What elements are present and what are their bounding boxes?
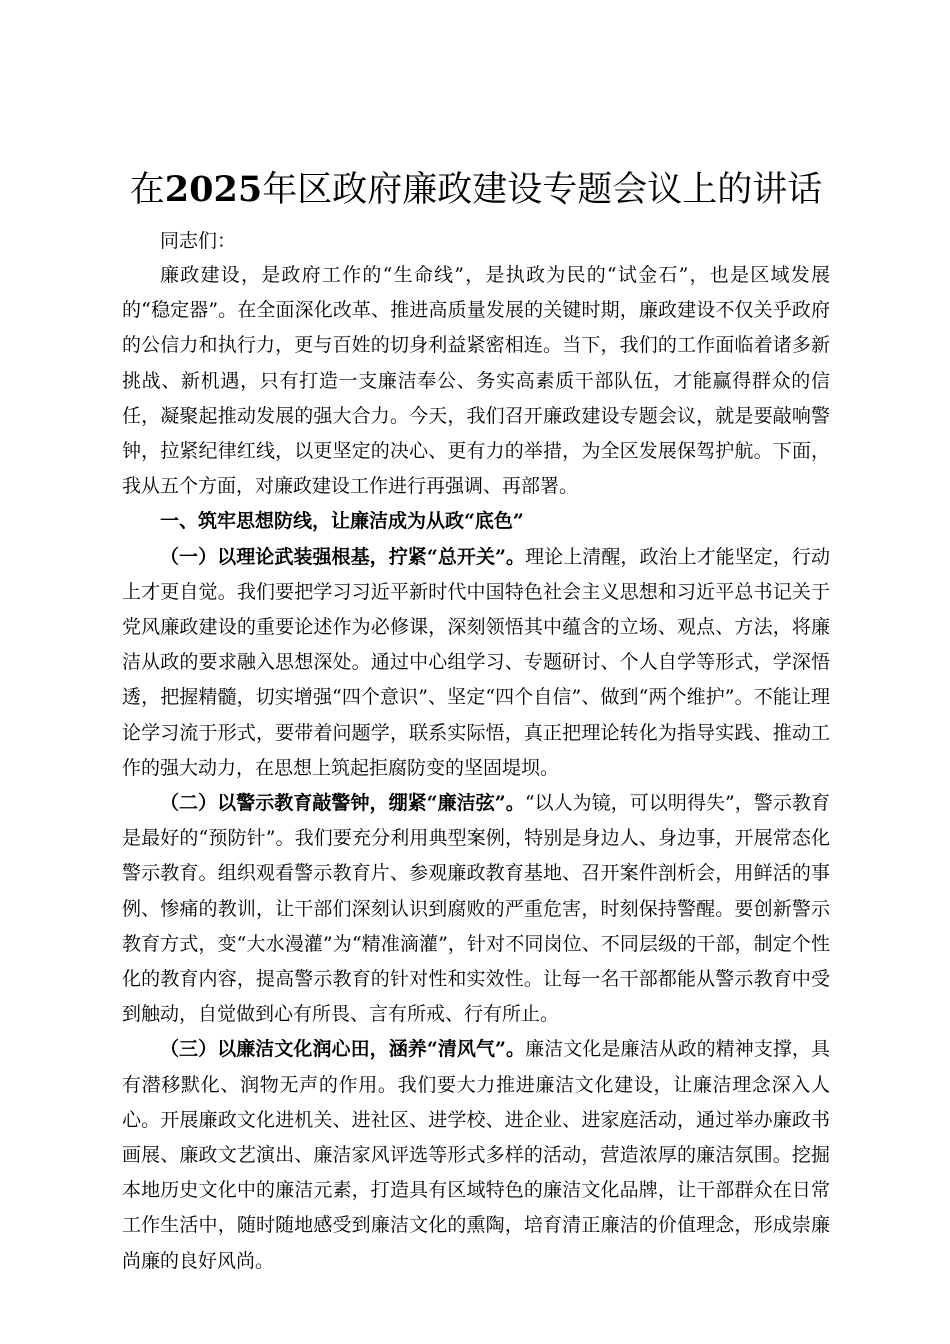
section-heading-1: 一、筑牢思想防线，让廉洁成为从政“底色” (160, 510, 524, 533)
subsection-paragraph-3 (122, 1032, 830, 1278)
title-year: 2025 (164, 169, 263, 210)
intro-paragraph: 廉政建设，是政府工作的“生命线”，是执政为民的“试金石”，也是区域发展的“稳定器”。在全面深化改革、推进高质量发展的关键时期，廉政建设不仅关乎政府的公信力和执行力，更与百姓的切身利益紧密相连。当下，我们的工作面临着诸多新挑战、新机遇，只有打造一支廉洁奉公、务实高素质干部队伍，才能赢得群众的信任，凝聚起推动发展的强大合力。今天，我们召开廉政建设专题会议，就是要敲响警钟，拉紧纪律红线，以更坚定的决心、更有力的举措，为全区发展保驾护航。下面，我从五个方面，对廉政建设工作进行再强调、再部署。 (122, 264, 830, 498)
subsection-paragraph-1 (122, 540, 830, 786)
subsection-text-3: 廉洁文化是廉洁从政的精神支撑，具有潜移默化、润物无声的作用。我们要大力推进廉洁文化建设，让廉洁理念深入人心。开展廉政文化进机关、进社区、进学校、进企业、进家庭活动，通过举办廉政书画展、廉政文艺演出、廉洁家风评选等形式多样的活动，营造浓厚的廉洁氛围。挖掘本地历史文化中的廉洁元素，打造具有区域特色的廉洁文化品牌，让干部群众在日常工作生活中，随时随地感受到廉洁文化的熏陶，培育清正廉洁的价值理念，形成崇廉尚廉的良好风尚。 (122, 1038, 830, 1272)
document-title (122, 166, 830, 214)
document-page (122, 166, 830, 1279)
subsection-text-1: 理论上清醒，政治上才能坚定，行动上才更自觉。我们要把学习习近平新时代中国特色社会主义思想和习近平总书记关于党风廉政建设的重要论述作为必修课，深刻领悟其中蕴含的立场、观点、方法，将廉洁从政的要求融入思想深处。通过中心组学习、专题研讨、个人自学等形式，学深悟透，把握精髓，切实增强“四个意识”、坚定“四个自信”、做到“两个维护”。不能让理论学习流于形式，要带着问题学，联系实际悟，真正把理论转化为指导实践、推动工作的强大动力，在思想上筑起拒腐防变的坚固堤坝。 (122, 545, 830, 779)
subsection-text-2: “以人为镜，可以明得失”，警示教育是最好的“预防针”。我们要充分利用典型案例，特别是身边人、身边事，开展常态化警示教育。组织观看警示教育片、参观廉政教育基地、召开案件剖析会，用鲜活的事例、惨痛的教训，让干部们深刻认识到腐败的严重危害，时刻保持警醒。要创新警示教育方式，变“大水漫灌”为“精准滴灌”，针对不同岗位、不同层级的干部，制定个性化的教育内容，提高警示教育的针对性和实效性。让每一名干部都能从警示教育中受到触动，自觉做到心有所畏、言有所戒、行有所止。 (122, 792, 830, 1026)
title-suffix: 年区政府廉政建设专题会议上的讲话 (262, 170, 823, 210)
document-body (122, 226, 830, 1279)
subsection-paragraph-2 (122, 786, 830, 1032)
title-prefix: 在 (129, 170, 165, 210)
subsection-lead-1: （一）以理论武装强根基，拧紧“总开关”。 (160, 545, 526, 568)
subsection-lead-3: （三）以廉洁文化润心田，涵养“清风气”。 (160, 1038, 526, 1061)
salutation: 同志们： (160, 230, 237, 252)
subsection-lead-2: （二）以警示教育敲警钟，绷紧“廉洁弦”。 (160, 792, 525, 815)
